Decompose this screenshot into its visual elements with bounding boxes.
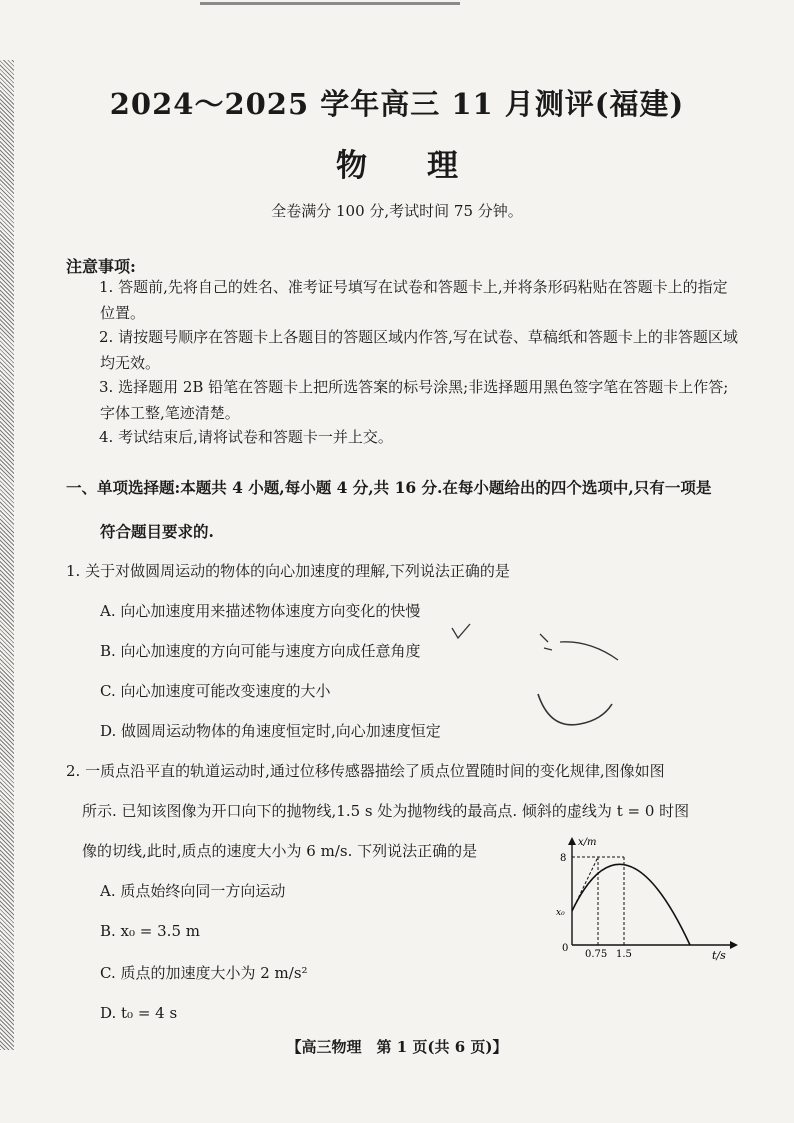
origin-label: 0 [562, 943, 569, 954]
x-tick-075: 0.75 [585, 949, 608, 960]
exam-info: 全卷满分 100 分,考试时间 75 分钟。 [271, 202, 523, 220]
scan-mark [200, 2, 460, 5]
question-2-stem-1: 2. 一质点沿平直的轨道运动时,通过位移传感器描绘了质点位置随时间的变化规律,图像如图 [66, 762, 665, 780]
q2-option-b: B. x₀ = 3.5 m [100, 922, 200, 940]
x-axis-arrow [730, 941, 738, 949]
question-2-stem-2: 所示. 已知该图像为开口向下的抛物线,1.5 s 处为抛物线的最高点. 倾斜的虚线为 t = 0 时图 [82, 802, 690, 820]
section-heading: 一、单项选择题:本题共 4 小题,每小题 4 分,共 16 分.在每小题给出的四个选项中,只有一项是 [66, 478, 712, 497]
exam-title: 2024～2025 学年高三 11 月测评(福建) [109, 87, 685, 121]
question-2-stem-3: 像的切线,此时,质点的速度大小为 6 m/s. 下列说法正确的是 [82, 842, 478, 860]
x-tick-15: 1.5 [616, 949, 632, 960]
x-axis-label: t/s [712, 949, 726, 962]
note-item-3: 3. 选择题用 2B 铅笔在答题卡上把所选答案的标号涂黑;非选择题用黑色签字笔在答题卡上作答;字体工整,笔迹清楚。 [99, 378, 729, 422]
note-item-2: 2. 请按题号顺序在答题卡上各题目的答题区域内作答,写在试卷、草稿纸和答题卡上的非答题区域均无效。 [99, 328, 738, 372]
q1-option-a: A. 向心加速度用来描述物体速度方向变化的快慢 [100, 602, 421, 620]
section-heading-cont: 符合题目要求的. [100, 522, 214, 541]
q1-option-b: B. 向心加速度的方向可能与速度方向成任意角度 [100, 642, 421, 660]
question-1-stem: 1. 关于对做圆周运动的物体的向心加速度的理解,下列说法正确的是 [66, 562, 510, 580]
page-footer: 【高三物理 第 1 页(共 6 页)】 [286, 1038, 508, 1056]
subject-char-2: 理 [427, 148, 458, 184]
note-item-1: 1. 答题前,先将自己的姓名、准考证号填写在试卷和答题卡上,并将条形码粘贴在答题卡上的指定位置。 [99, 278, 728, 322]
q2-option-d: D. t₀ = 4 s [100, 1004, 178, 1022]
q2-option-c: C. 质点的加速度大小为 2 m/s² [100, 964, 308, 982]
y-tick-8: 8 [560, 853, 567, 864]
x-t-graph [552, 833, 742, 963]
y0-label: x₀ [556, 908, 565, 918]
notes-heading: 注意事项: [66, 257, 136, 276]
subject-char-1: 物 [336, 148, 367, 184]
pencil-scribble [440, 620, 640, 740]
note-item-4: 4. 考试结束后,请将试卷和答题卡一并上交。 [99, 428, 393, 446]
subject-title [0, 140, 794, 185]
parabola-curve [572, 864, 690, 945]
q1-option-d: D. 做圆周运动物体的角速度恒定时,向心加速度恒定 [100, 722, 441, 740]
q2-option-a: A. 质点始终向同一方向运动 [100, 882, 286, 900]
y-axis-arrow [568, 837, 576, 845]
q1-option-c: C. 向心加速度可能改变速度的大小 [100, 682, 331, 700]
y-axis-label: x/m [578, 837, 597, 848]
